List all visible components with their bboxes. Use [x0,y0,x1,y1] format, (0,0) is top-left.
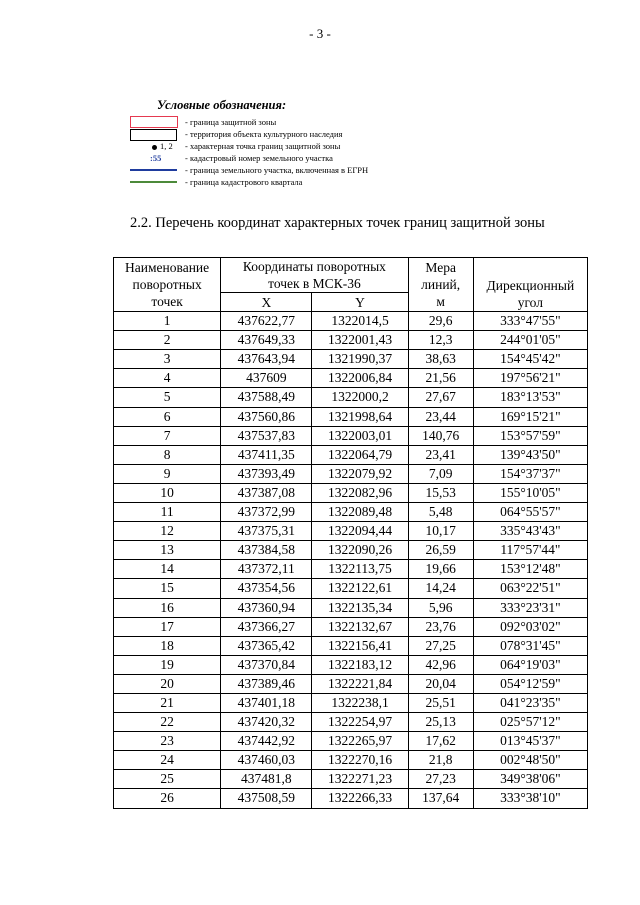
header-text: Мера [425,260,456,276]
table-row [114,464,588,483]
cell-line-measure: 12,3 [408,331,473,350]
table-row [114,522,588,541]
cell-y: 1322221,84 [312,674,408,693]
cell-y: 1322271,23 [312,770,408,789]
cell-direction-angle: 002°48'50" [473,751,587,770]
cell-x: 437649,33 [221,331,312,350]
cell-direction-angle: 153°57'59" [473,426,587,445]
table-row [114,426,588,445]
cell-point-number: 23 [114,732,221,751]
table-row [114,732,588,751]
table-row [114,655,588,674]
cell-point-number: 21 [114,693,221,712]
legend-item-text: - характерная точка границ защитной зоны [185,141,341,151]
green-line-icon [130,176,178,188]
cell-x: 437442,92 [221,732,312,751]
cell-direction-angle: 025°57'12" [473,713,587,732]
cell-y: 1322265,97 [312,732,408,751]
cell-direction-angle: 197°56'21" [473,369,587,388]
cell-direction-angle: 117°57'44" [473,541,587,560]
cell-line-measure: 26,59 [408,541,473,560]
cell-x: 437365,42 [221,636,312,655]
cell-point-number: 6 [114,407,221,426]
cell-y: 1322082,96 [312,483,408,502]
cell-line-measure: 23,76 [408,617,473,636]
cell-direction-angle: 333°47'55" [473,312,587,331]
cell-line-measure: 25,51 [408,693,473,712]
cell-x: 437375,31 [221,522,312,541]
legend-item-quarter-border [130,176,450,188]
header-text: Наименование [125,260,210,276]
cell-line-measure: 10,17 [408,522,473,541]
cell-line-measure: 7,09 [408,464,473,483]
cell-point-number: 15 [114,579,221,598]
cell-line-measure: 38,63 [408,350,473,369]
cell-direction-angle: 064°55'57" [473,503,587,522]
cell-direction-angle: 078°31'45" [473,636,587,655]
cell-line-measure: 23,44 [408,407,473,426]
cell-direction-angle: 244°01'05" [473,331,587,350]
table-row [114,770,588,789]
header-text: Координаты поворотных [242,259,386,274]
cell-point-number: 25 [114,770,221,789]
cell-direction-angle: 183°13'53" [473,388,587,407]
cell-point-number: 8 [114,445,221,464]
header-x: X [221,293,312,312]
red-outline-box-icon [130,116,178,128]
legend-item-text: - территория объекта культурного наследия [185,129,343,139]
table-row [114,541,588,560]
legend [130,98,450,188]
cell-line-measure: 137,64 [408,789,473,808]
cell-direction-angle: 013°45'37" [473,732,587,751]
cell-point-number: 17 [114,617,221,636]
cell-y: 1322183,12 [312,655,408,674]
cell-point-number: 4 [114,369,221,388]
number-label-icon [130,152,178,164]
cell-x: 437389,46 [221,674,312,693]
cell-y: 1322135,34 [312,598,408,617]
cell-point-number: 24 [114,751,221,770]
legend-item-heritage-territory [130,128,450,140]
header-text: точек [151,294,183,310]
cell-line-measure: 27,67 [408,388,473,407]
header-text: линий, [421,277,461,293]
cell-line-measure: 21,8 [408,751,473,770]
cell-x: 437411,35 [221,445,312,464]
cell-x: 437588,49 [221,388,312,407]
cell-direction-angle: 092°03'02" [473,617,587,636]
cell-x: 437643,94 [221,350,312,369]
table-row [114,331,588,350]
cell-y: 1322156,41 [312,636,408,655]
cell-y: 1322266,33 [312,789,408,808]
cell-line-measure: 25,13 [408,713,473,732]
table-row [114,312,588,331]
cell-point-number: 3 [114,350,221,369]
header-text: поворотных [132,277,202,293]
header-text: угол [517,295,543,311]
cell-point-number: 14 [114,560,221,579]
table-row [114,713,588,732]
cadastral-number-sample: :55 [150,153,162,163]
cell-point-number: 22 [114,713,221,732]
cell-direction-angle: 063°22'51" [473,579,587,598]
cell-x: 437372,11 [221,560,312,579]
cell-point-number: 18 [114,636,221,655]
cell-y: 1322238,1 [312,693,408,712]
cell-x: 437393,49 [221,464,312,483]
cell-y: 1322064,79 [312,445,408,464]
cell-line-measure: 14,24 [408,579,473,598]
cell-direction-angle: 041°23'35" [473,693,587,712]
legend-item-zone-border [130,116,450,128]
cell-point-number: 12 [114,522,221,541]
cell-y: 1321990,37 [312,350,408,369]
cell-direction-angle: 064°19'03" [473,655,587,674]
cell-x: 437366,27 [221,617,312,636]
cell-direction-angle: 333°23'31" [473,598,587,617]
black-outline-box-icon [130,128,178,140]
cell-point-number: 2 [114,331,221,350]
cell-direction-angle: 054°12'59" [473,674,587,693]
header-direction-angle [473,258,587,312]
cell-y: 1321998,64 [312,407,408,426]
cell-line-measure: 27,23 [408,770,473,789]
cell-point-number: 16 [114,598,221,617]
legend-item-text: - граница защитной зоны [185,117,277,127]
cell-line-measure: 19,66 [408,560,473,579]
header-y: Y [312,293,408,312]
cell-line-measure: 17,62 [408,732,473,751]
cell-direction-angle: 169°15'21" [473,407,587,426]
table-row [114,789,588,808]
cell-line-measure: 23,41 [408,445,473,464]
cell-direction-angle: 154°45'42" [473,350,587,369]
cell-line-measure: 27,25 [408,636,473,655]
cell-line-measure: 42,96 [408,655,473,674]
legend-item-text: - граница кадастрового квартала [185,177,303,187]
dot-label: 1, 2 [160,141,173,151]
header-point-name [114,258,221,312]
header-text: м [436,294,445,310]
cell-point-number: 11 [114,503,221,522]
cell-y: 1322090,26 [312,541,408,560]
cell-x: 437622,77 [221,312,312,331]
cell-x: 437384,58 [221,541,312,560]
cell-x: 437354,56 [221,579,312,598]
cell-point-number: 10 [114,483,221,502]
cell-point-number: 1 [114,312,221,331]
cell-y: 1322113,75 [312,560,408,579]
cell-x: 437481,8 [221,770,312,789]
header-text: точек в МСК-36 [268,276,361,291]
cell-x: 437401,18 [221,693,312,712]
cell-x: 437508,59 [221,789,312,808]
table-row [114,445,588,464]
table-row [114,369,588,388]
cell-point-number: 5 [114,388,221,407]
dot-icon [130,140,178,152]
coordinates-table [113,257,588,809]
cell-x: 437370,84 [221,655,312,674]
cell-y: 1322000,2 [312,388,408,407]
cell-direction-angle: 153°12'48" [473,560,587,579]
cell-y: 1322270,16 [312,751,408,770]
section-heading: 2.2. Перечень координат характерных точек границ защитной зоны [130,215,545,231]
cell-direction-angle: 335°43'43" [473,522,587,541]
blue-line-icon [130,164,178,176]
cell-y: 1322122,61 [312,579,408,598]
cell-x: 437609 [221,369,312,388]
table-row [114,598,588,617]
cell-y: 1322014,5 [312,312,408,331]
cell-point-number: 26 [114,789,221,808]
table-row [114,388,588,407]
cell-y: 1322132,67 [312,617,408,636]
cell-direction-angle: 155°10'05" [473,483,587,502]
table-row [114,617,588,636]
header-line-measure [408,258,473,312]
page-number: - 3 - [309,26,331,41]
cell-y: 1322001,43 [312,331,408,350]
table-row [114,560,588,579]
cell-point-number: 9 [114,464,221,483]
cell-line-measure: 5,48 [408,503,473,522]
cell-point-number: 20 [114,674,221,693]
legend-item-parcel-border [130,164,450,176]
cell-x: 437387,08 [221,483,312,502]
cell-y: 1322006,84 [312,369,408,388]
cell-x: 437460,03 [221,751,312,770]
table-row [114,693,588,712]
cell-direction-angle: 349°38'06" [473,770,587,789]
header-coordinates [221,258,408,293]
cell-direction-angle: 333°38'10" [473,789,587,808]
cell-direction-angle: 154°37'37" [473,464,587,483]
cell-line-measure: 20,04 [408,674,473,693]
cell-x: 437537,83 [221,426,312,445]
cell-point-number: 7 [114,426,221,445]
table-row [114,407,588,426]
legend-item-cadastral-number [130,152,450,164]
table-row [114,579,588,598]
cell-line-measure: 140,76 [408,426,473,445]
cell-x: 437360,94 [221,598,312,617]
cell-x: 437560,86 [221,407,312,426]
cell-line-measure: 21,56 [408,369,473,388]
legend-item-text: - кадастровый номер земельного участка [185,153,333,163]
table-row [114,636,588,655]
cell-y: 1322003,01 [312,426,408,445]
cell-point-number: 19 [114,655,221,674]
legend-title: Условные обозначения: [157,98,287,112]
cell-y: 1322079,92 [312,464,408,483]
cell-y: 1322094,44 [312,522,408,541]
cell-line-measure: 15,53 [408,483,473,502]
cell-point-number: 13 [114,541,221,560]
cell-direction-angle: 139°43'50" [473,445,587,464]
legend-item-characteristic-point [130,140,450,152]
header-text: Дирекционный [486,278,575,294]
table-row [114,350,588,369]
cell-line-measure: 5,96 [408,598,473,617]
table-row [114,503,588,522]
table-row [114,674,588,693]
table-row [114,483,588,502]
cell-line-measure: 29,6 [408,312,473,331]
cell-x: 437420,32 [221,713,312,732]
cell-y: 1322089,48 [312,503,408,522]
table-row [114,751,588,770]
legend-item-text: - граница земельного участка, включенная в ЕГРН [185,165,369,175]
cell-y: 1322254,97 [312,713,408,732]
cell-x: 437372,99 [221,503,312,522]
